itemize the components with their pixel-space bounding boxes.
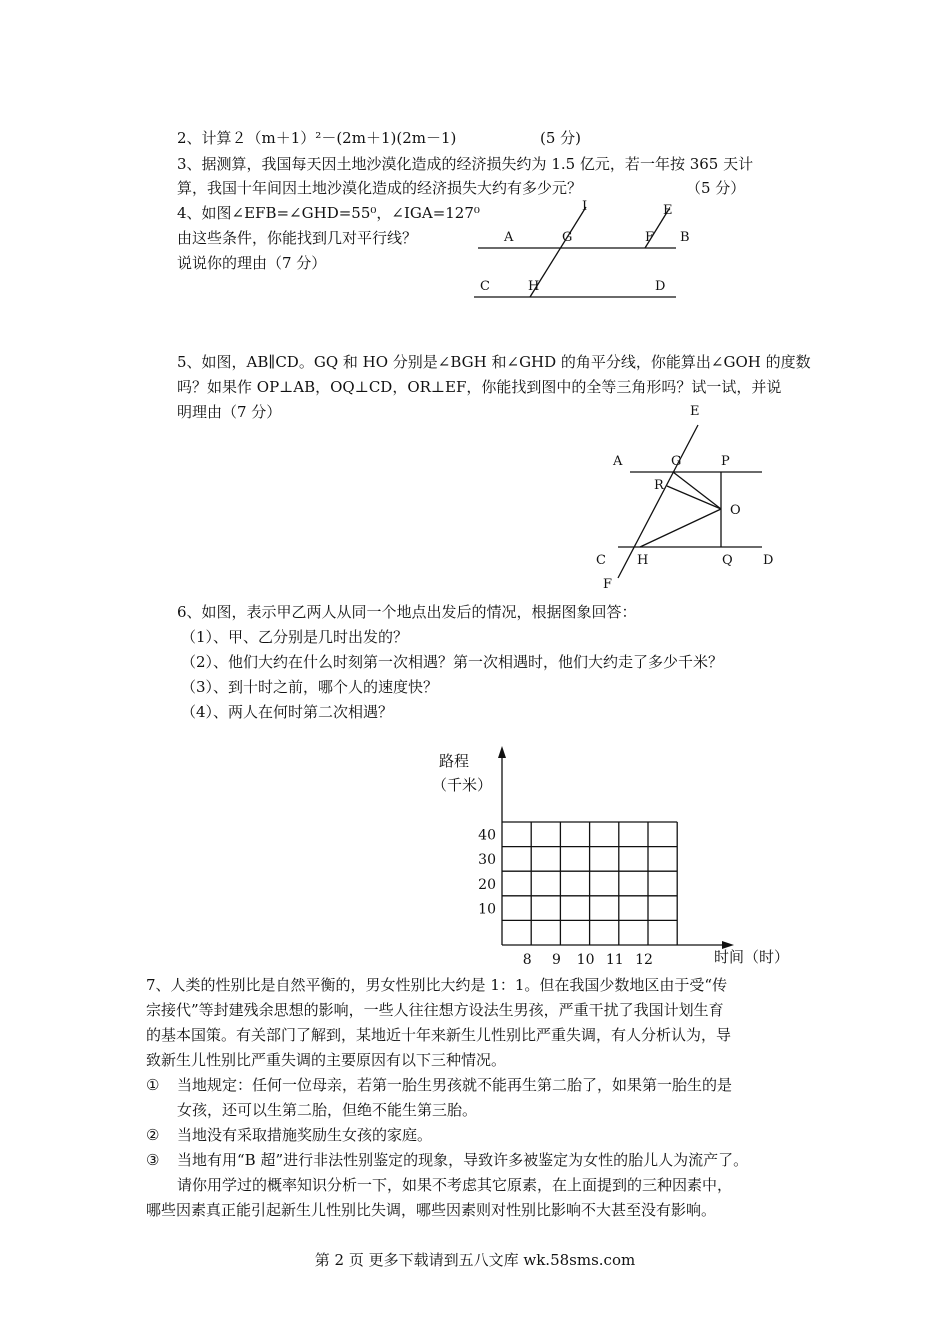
q7-line-3: 的基本国策。有关部门了解到，某地近十年来新生儿性别比严重失调，有人分析认为，导 bbox=[146, 1026, 732, 1044]
q4-label-i: I bbox=[582, 199, 588, 214]
q6-item-3: （3）、到十时之前，哪个人的速度快？ bbox=[181, 678, 439, 696]
q3-score: （5 分） bbox=[686, 179, 746, 197]
q5-label-h: H bbox=[637, 553, 649, 568]
x-axis-arrow bbox=[722, 941, 734, 949]
q7-item-3-mark: ③ bbox=[146, 1151, 160, 1169]
x-tick-label: 9 bbox=[551, 952, 561, 968]
q6-intro: 6、如图，表示甲乙两人从同一个地点出发后的情况，根据图象回答： bbox=[177, 603, 637, 621]
q4-label-b: B bbox=[680, 230, 690, 245]
chart-ylabel: 路程 bbox=[439, 752, 470, 770]
y-tick-label: 40 bbox=[478, 827, 496, 844]
y-tick-label: 20 bbox=[478, 876, 496, 893]
q4-label-d: D bbox=[655, 279, 666, 294]
q4-label-f: F bbox=[645, 230, 655, 245]
q5-label-r: R bbox=[654, 478, 664, 493]
q4-line-1: 4、如图∠EFB=∠GHD=55⁰，∠IGA=127⁰ bbox=[177, 204, 480, 222]
q6-item-2: （2）、他们大约在什么时刻第一次相遇？第一次相遇时，他们大约走了多少千米？ bbox=[181, 653, 724, 671]
q7-line-4: 致新生儿性别比严重失调的主要原因有以下三种情况。 bbox=[146, 1051, 507, 1069]
q5-label-g: G bbox=[671, 454, 682, 469]
chart-xlabel: 时间（时） bbox=[714, 948, 790, 966]
y-tick-label: 10 bbox=[478, 901, 496, 918]
q4-label-g: G bbox=[562, 230, 573, 245]
q4-label-e: E bbox=[663, 203, 673, 218]
x-tick-label: 11 bbox=[605, 952, 624, 968]
q6-item-4: （4）、两人在何时第二次相遇？ bbox=[181, 703, 394, 721]
y-axis-arrow bbox=[498, 746, 506, 758]
q5-label-c: C bbox=[596, 553, 606, 568]
q2-score: (5 分) bbox=[540, 129, 582, 147]
q7-closing-1: 请你用学过的概率知识分析一下，如果不考虑其它原素，在上面提到的三种因素中， bbox=[177, 1176, 733, 1194]
q4-line-2: 由这些条件，你能找到几对平行线？ bbox=[177, 229, 418, 247]
q4-label-a: A bbox=[504, 230, 514, 245]
x-tick-label: 10 bbox=[576, 952, 595, 968]
q7-item-2-line-1: 当地没有采取措施奖励生女孩的家庭。 bbox=[177, 1126, 433, 1144]
q5-line-3: 明理由（7 分） bbox=[177, 403, 282, 421]
q7-item-1-mark: ① bbox=[146, 1076, 160, 1094]
q5-label-p: P bbox=[721, 454, 730, 469]
q7-closing-2: 哪些因素真正能引起新生儿性别比失调，哪些因素则对性别比影响不大甚至没有影响。 bbox=[146, 1201, 717, 1219]
q5-line-2: 吗？如果作 OP⊥AB，OQ⊥CD，OR⊥EF，你能找到图中的全等三角形吗？试一试，并说 bbox=[177, 378, 782, 396]
q4-line-3: 说说你的理由（7 分） bbox=[177, 254, 327, 272]
q5-label-d: D bbox=[763, 553, 774, 568]
q4-label-c: C bbox=[480, 279, 490, 294]
q7-item-2-mark: ② bbox=[146, 1126, 160, 1144]
q6-item-1: （1）、甲、乙分别是几时出发的？ bbox=[181, 628, 409, 646]
q5-label-q: Q bbox=[722, 553, 733, 568]
q7-line-1: 7、人类的性别比是自然平衡的，男女性别比大约是 1：1。但在我国少数地区由于受“传 bbox=[146, 976, 728, 994]
y-tick-label: 30 bbox=[478, 852, 496, 869]
q4-label-h: H bbox=[528, 279, 540, 294]
q7-item-1-line-2: 女孩，还可以生第二胎，但绝不能生第三胎。 bbox=[177, 1101, 478, 1119]
q3-line-1: 3、据测算，我国每天因土地沙漠化造成的经济损失约为 1.5 亿元，若一年按 365 天计 bbox=[177, 155, 754, 173]
q2-text: 2、计算２（m＋1）²－(2m＋1)(2m－1) bbox=[177, 129, 457, 147]
q7-line-2: 宗接代”等封建残余思想的影响，一些人往往想方设法生男孩，严重干扰了我国计划生育 bbox=[146, 1001, 724, 1019]
q5-label-o: O bbox=[730, 503, 741, 518]
q7-item-3-line-1: 当地有用“B 超”进行非法性别鉴定的现象，导致许多被鉴定为女性的胎儿人为流产了。 bbox=[177, 1151, 749, 1169]
page-footer: 第 2 页 更多下载请到五八文库 wk.58sms.com bbox=[314, 1251, 636, 1269]
q5-label-f: F bbox=[603, 577, 613, 592]
q5-line-1: 5、如图，AB∥CD。GQ 和 HO 分别是∠BGH 和∠GHD 的角平分线，你能算出∠GOH 的度数 bbox=[177, 353, 811, 371]
x-tick-label: 12 bbox=[635, 952, 653, 968]
chart-yunit: （千米） bbox=[432, 776, 493, 794]
q5-label-e: E bbox=[690, 404, 700, 419]
x-tick-label: 8 bbox=[522, 952, 532, 968]
q7-item-1-line-1: 当地规定：任何一位母亲，若第一胎生男孩就不能再生第二胎了，如果第一胎生的是 bbox=[177, 1076, 733, 1094]
q5-label-a: A bbox=[613, 454, 623, 469]
q3-line-2: 算，我国十年间因土地沙漠化造成的经济损失大约有多少元？ bbox=[177, 179, 583, 197]
